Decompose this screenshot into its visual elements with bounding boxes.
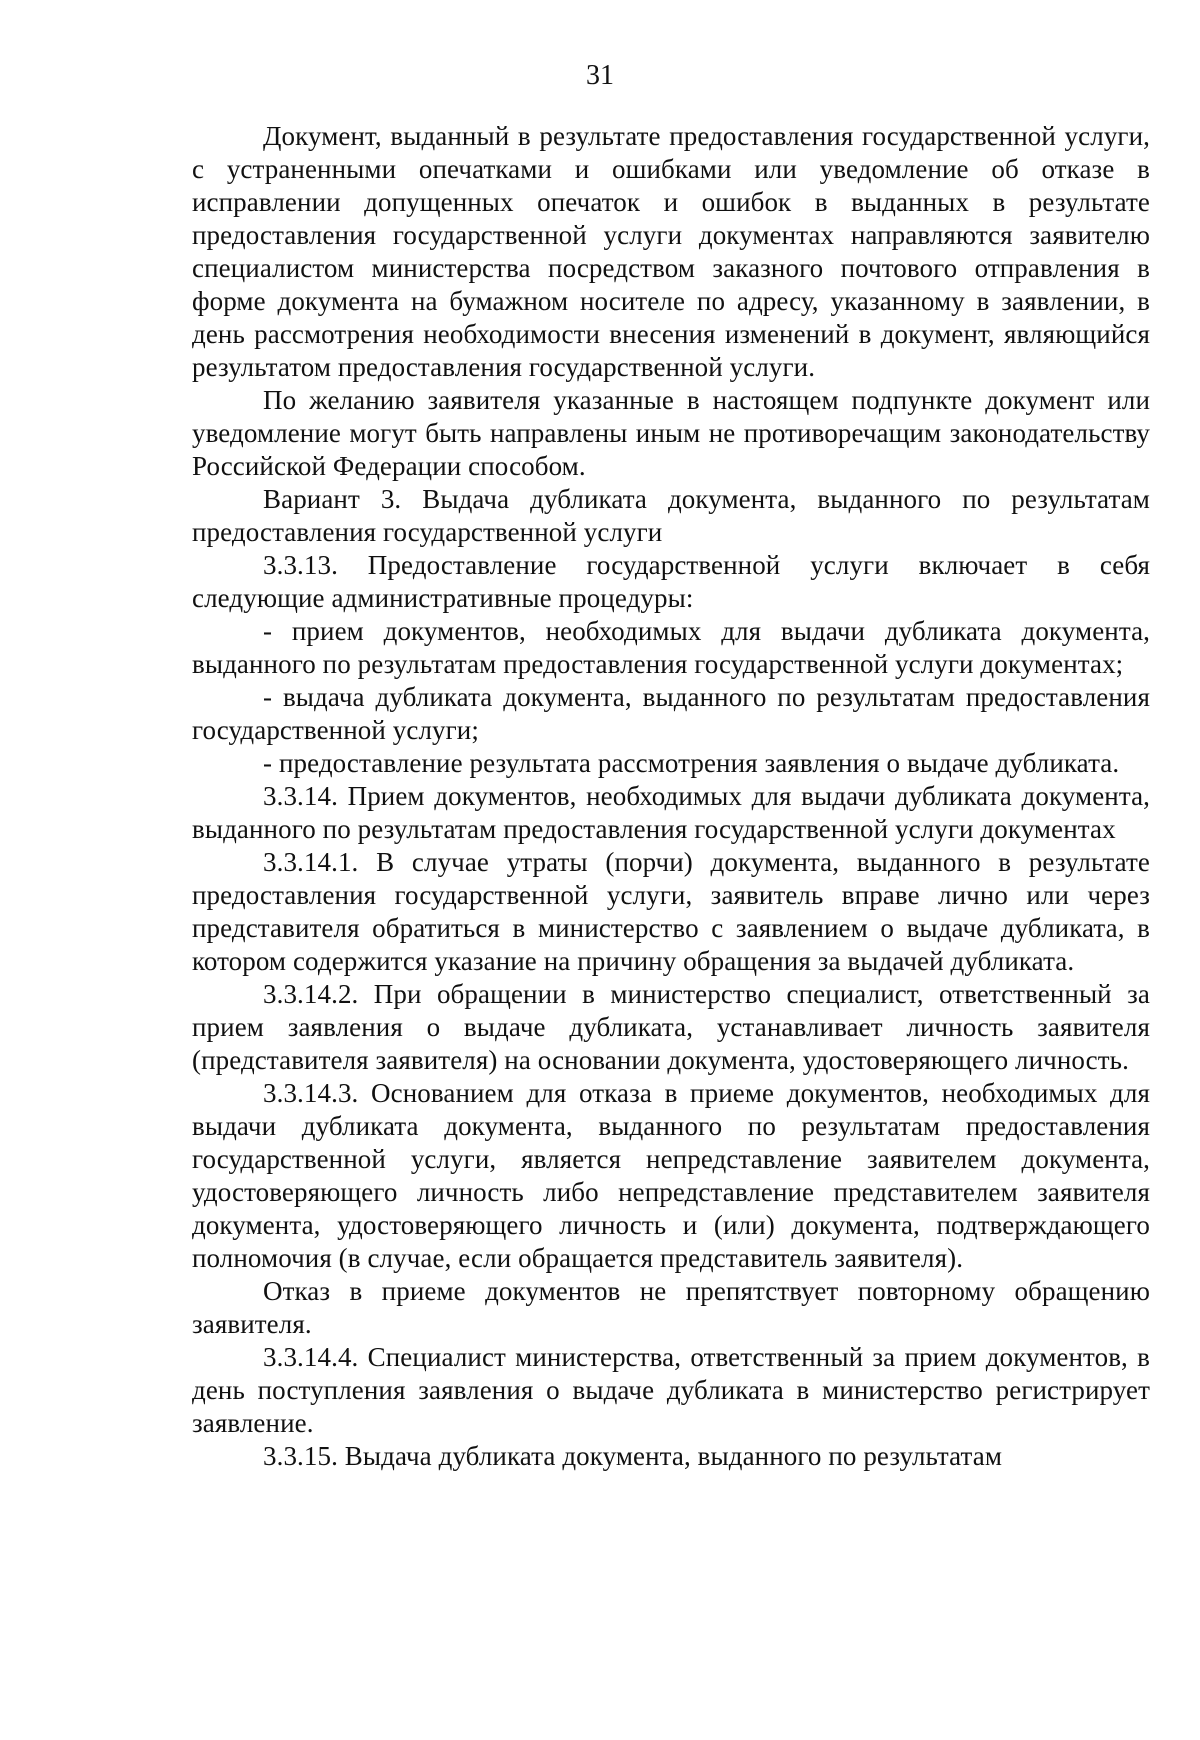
page-number: 31 [586,60,614,91]
paragraph-3-3-13: 3.3.13. Предоставление государственной услуги включает в себя следующие административные процедуры: [192,550,1150,613]
paragraph-3-3-14-4: 3.3.14.4. Специалист министерства, ответственный за прием документов, в день поступления заявления о выдаче дубликата в министерство регистрирует заявление. [192,1342,1150,1438]
paragraph-alternative-delivery: По желанию заявителя указанные в настоящем подпункте документ или уведомление могут быть направлены иным не противоречащим законодательству Российской Федерации способом. [192,385,1150,481]
paragraph-refusal-no-obstacle: Отказ в приеме документов не препятствует повторному обращению заявителя. [192,1276,1150,1339]
paragraph-3-3-14: 3.3.14. Прием документов, необходимых для выдачи дубликата документа, выданного по результатам предоставления государственной услуги документах [192,781,1150,844]
paragraph-variant-3-heading: Вариант 3. Выдача дубликата документа, выданного по результатам предоставления государственной услуги [192,484,1150,547]
list-item-procedure-1: - прием документов, необходимых для выдачи дубликата документа, выданного по результатам предоставления государственной услуги документах; [192,616,1150,679]
list-item-procedure-3: - предоставление результата рассмотрения заявления о выдаче дубликата. [263,748,1120,778]
paragraph-3-3-14-1: 3.3.14.1. В случае утраты (порчи) документа, выданного в результате предоставления государственной услуги, заявитель вправе лично или через представителя обратиться в министерство с заявлением о выдаче дубликата, в котором содержится указание на причину обращения за выдачей дубликата. [192,847,1150,976]
paragraph-3-3-14-2: 3.3.14.2. При обращении в министерство специалист, ответственный за прием заявления о выдаче дубликата, устанавливает личность заявителя (представителя заявителя) на основании документа, удостоверяющего личность. [192,979,1150,1075]
paragraph-delivery-corrected-document: Документ, выданный в результате предоставления государственной услуги, с устраненными опечатками и ошибками или уведомление об отказе в исправлении допущенных опечаток и ошибок в выданных в результате предоставления государственной услуги документах направляются заявителю специалистом министерства посредством заказного почтового отправления в форме документа на бумажном носителе по адресу, указанному в заявлении, в день рассмотрения необходимости внесения изменений в документ, являющийся результатом предоставления государственной услуги. [192,121,1150,382]
paragraph-3-3-15: 3.3.15. Выдача дубликата документа, выданного по результатам [263,1441,1003,1471]
document-body [192,120,1150,1473]
list-item-procedure-2: - выдача дубликата документа, выданного по результатам предоставления государственной услуги; [192,682,1150,745]
paragraph-3-3-14-3: 3.3.14.3. Основанием для отказа в приеме документов, необходимых для выдачи дубликата документа, выданного по результатам предоставления государственной услуги, является непредставление заявителем документа, удостоверяющего личность либо непредставление представителем заявителя документа, удостоверяющего личность и (или) документа, подтверждающего полномочия (в случае, если обращается представитель заявителя). [192,1078,1150,1273]
